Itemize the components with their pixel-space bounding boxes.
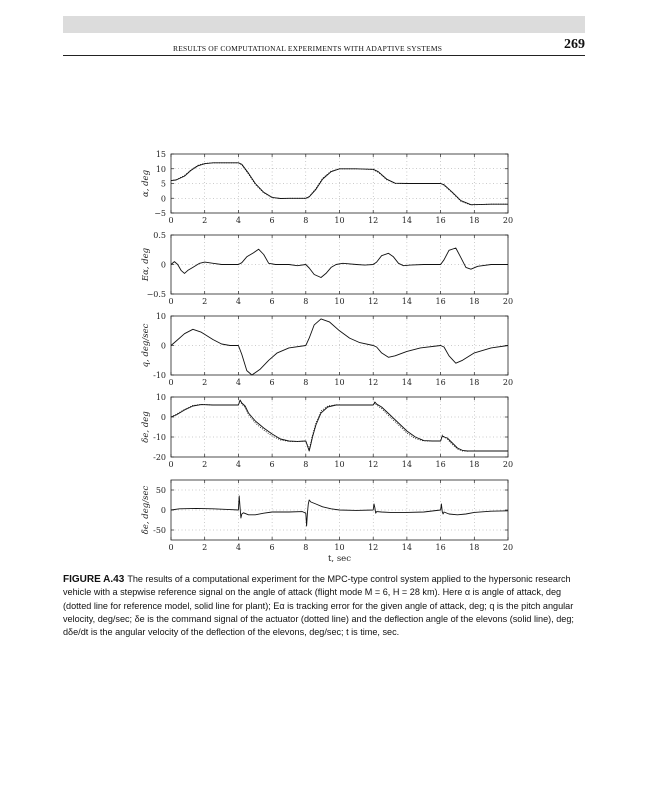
series-line-solid	[171, 496, 508, 526]
y-axis-label: δ̇e, deg/sec	[141, 485, 151, 535]
x-tick-label: 8	[303, 460, 309, 469]
y-tick-label: 0	[160, 413, 166, 422]
y-axis-label: q, deg/sec	[141, 323, 151, 368]
x-tick-label: 4	[235, 543, 241, 552]
y-tick-label: 0	[160, 260, 166, 270]
x-tick-label: 16	[435, 297, 446, 306]
x-tick-label: 20	[502, 378, 514, 387]
x-tick-label: 14	[401, 543, 412, 552]
x-tick-label: 12	[368, 297, 379, 306]
x-tick-label: 16	[435, 378, 446, 387]
x-tick-label: 0	[168, 297, 174, 306]
series-line-dotted	[171, 163, 508, 205]
subplot-4	[141, 393, 513, 469]
y-tick-label: 0.5	[153, 231, 166, 240]
series-line-dotted	[171, 401, 508, 451]
y-axis-label: δe, deg	[141, 411, 151, 443]
y-axis-label: Eα, deg	[141, 247, 151, 282]
caption-text: The results of a computational experiment for the MPC-type control system applied to the hypersonic research vehicle with a stepwise reference signal on the angle of attack (flight mode M = 6, H = 28 km). Here α is angle of attack, deg (dotted line for reference model, solid line for plant); Eα is tracking error for the given angle of attack, deg; q is the pitch angular velocity, deg/sec; δe is the command signal of the actuator (dotted line) and the deflection angle of the elevons (solid line), deg; dδe/dt is the angular velocity of the deflection of the elevons, deg/sec; t is time, sec.	[63, 574, 574, 638]
y-axis-label: α, deg	[141, 169, 151, 198]
y-tick-label: 0	[160, 506, 166, 515]
x-tick-label: 12	[368, 460, 379, 469]
x-tick-label: 16	[435, 216, 446, 225]
x-tick-label: 12	[368, 543, 379, 552]
figure-caption	[63, 573, 587, 639]
x-tick-label: 6	[269, 378, 275, 387]
x-tick-label: 20	[502, 297, 514, 306]
subplot-2	[141, 231, 513, 306]
running-title: RESULTS OF COMPUTATIONAL EXPERIMENTS WITH ADAPTIVE SYSTEMS	[173, 44, 443, 53]
x-tick-label: 4	[235, 297, 241, 306]
y-tick-label: 10	[155, 312, 166, 321]
x-tick-label: 0	[168, 543, 174, 552]
x-tick-label: 10	[334, 297, 345, 306]
x-tick-label: 0	[168, 460, 174, 469]
x-tick-label: 18	[469, 460, 480, 469]
figure-label: FIGURE A.43	[63, 574, 125, 585]
subplot-3	[141, 312, 513, 387]
x-tick-label: 12	[368, 378, 379, 387]
subplot-1	[141, 150, 513, 225]
x-tick-label: 6	[269, 460, 275, 469]
y-tick-label: -20	[153, 453, 166, 462]
x-tick-label: 20	[502, 460, 514, 469]
y-tick-label: −0.5	[146, 290, 166, 299]
x-tick-label: 14	[401, 216, 412, 225]
y-tick-label: 15	[155, 150, 166, 159]
y-tick-label: 50	[155, 486, 166, 495]
y-tick-label: -10	[153, 371, 166, 380]
x-tick-label: 8	[303, 543, 309, 552]
x-tick-label: 20	[502, 543, 514, 552]
x-tick-label: 12	[368, 216, 379, 225]
x-tick-label: 4	[235, 378, 241, 387]
y-tick-label: 0	[160, 341, 166, 351]
x-tick-label: 2	[202, 543, 208, 552]
x-tick-label: 10	[334, 216, 345, 225]
y-tick-label: −5	[154, 209, 166, 218]
x-tick-label: 8	[303, 297, 309, 306]
x-tick-label: 2	[202, 216, 208, 225]
y-tick-label: -50	[153, 526, 166, 535]
x-tick-label: 10	[334, 543, 345, 552]
x-tick-label: 2	[202, 297, 208, 306]
x-tick-label: 18	[469, 543, 480, 552]
x-tick-label: 2	[202, 460, 208, 469]
x-tick-label: 4	[235, 460, 241, 469]
x-tick-label: 14	[401, 378, 412, 387]
x-tick-label: 8	[303, 378, 309, 387]
y-tick-label: 0	[160, 194, 166, 204]
x-tick-label: 4	[235, 216, 241, 225]
subplot-5	[141, 480, 513, 564]
x-tick-label: 6	[269, 543, 275, 552]
x-tick-label: 0	[168, 216, 174, 225]
x-axis-label: t, sec	[328, 554, 351, 564]
x-tick-label: 14	[401, 460, 412, 469]
y-tick-label: 10	[155, 164, 166, 174]
x-tick-label: 18	[469, 297, 480, 306]
x-tick-label: 16	[435, 460, 446, 469]
y-tick-label: -10	[153, 433, 166, 442]
x-tick-label: 14	[401, 297, 412, 306]
x-tick-label: 18	[469, 216, 480, 225]
x-tick-label: 0	[168, 378, 174, 387]
x-tick-label: 8	[303, 216, 309, 225]
x-tick-label: 10	[334, 378, 345, 387]
x-tick-label: 20	[502, 216, 514, 225]
x-tick-label: 6	[269, 216, 275, 225]
x-tick-label: 2	[202, 378, 208, 387]
y-tick-label: 10	[155, 393, 166, 402]
x-tick-label: 16	[435, 543, 446, 552]
x-tick-label: 10	[334, 460, 345, 469]
x-tick-label: 6	[269, 297, 275, 306]
series-line-solid	[171, 248, 508, 278]
page-number: 269	[564, 37, 585, 52]
y-tick-label: 5	[160, 179, 166, 189]
x-tick-label: 18	[469, 378, 480, 387]
